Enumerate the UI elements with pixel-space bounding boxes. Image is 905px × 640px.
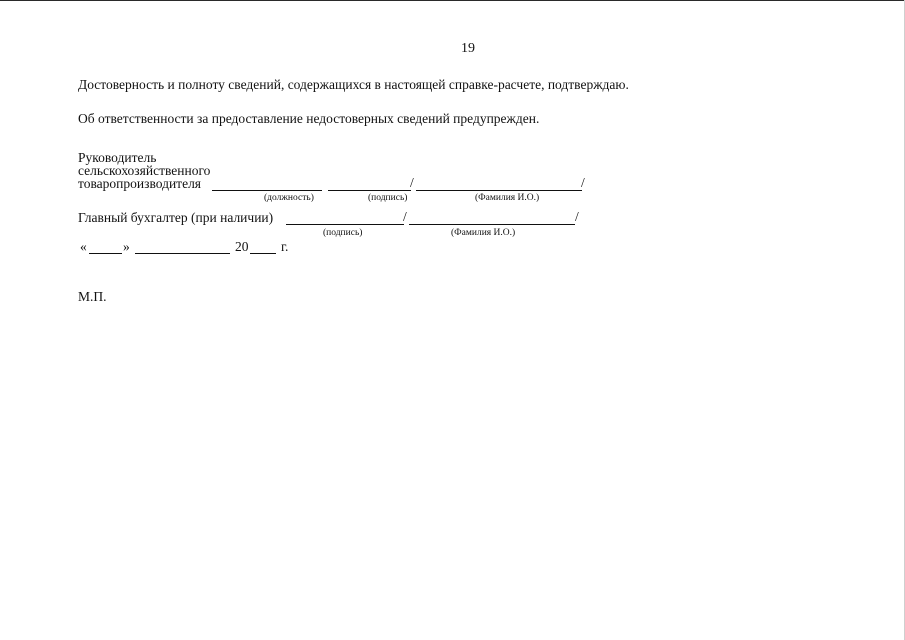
head-caption-position: (должность) [264,193,314,203]
head-label-line3: товаропроизводителя [78,176,202,191]
head-separator-slash: / [410,175,414,190]
date-year-suffix: г. [281,239,289,254]
responsibility-statement: Об ответственности за предоставление недостоверных сведений предупрежден. [78,111,540,126]
date-year-prefix: 20 [235,239,249,254]
head-name-line[interactable] [416,190,582,191]
accountant-name-line[interactable] [409,224,575,225]
head-signature-line[interactable] [328,190,411,191]
accountant-end-slash: / [575,209,579,224]
head-label-line1: Руководитель [78,150,157,165]
accountant-caption-signature: (подпись) [323,228,363,238]
page-top-edge [0,0,905,1]
date-day-line[interactable] [89,253,122,254]
head-position-line[interactable] [212,190,322,191]
head-label-line2: сельскохозяйственного [78,163,211,178]
accountant-signature-line[interactable] [286,224,404,225]
stamp-label: М.П. [78,289,107,304]
date-year-line[interactable] [250,253,276,254]
head-caption-name: (Фамилия И.О.) [475,193,540,203]
accountant-label: Главный бухгалтер (при наличии) [78,210,274,225]
date-month-line[interactable] [135,253,230,254]
page-number: 19 [461,41,475,56]
confirmation-statement: Достоверность и полноту сведений, содержащихся в настоящей справке-расчете, подтверждаю. [78,77,629,92]
head-end-slash: / [581,175,585,190]
date-close-quote: » [123,239,130,254]
head-caption-signature: (подпись) [368,193,408,203]
accountant-caption-name: (Фамилия И.О.) [451,228,516,238]
date-open-quote: « [80,239,87,254]
accountant-separator-slash: / [403,209,407,224]
